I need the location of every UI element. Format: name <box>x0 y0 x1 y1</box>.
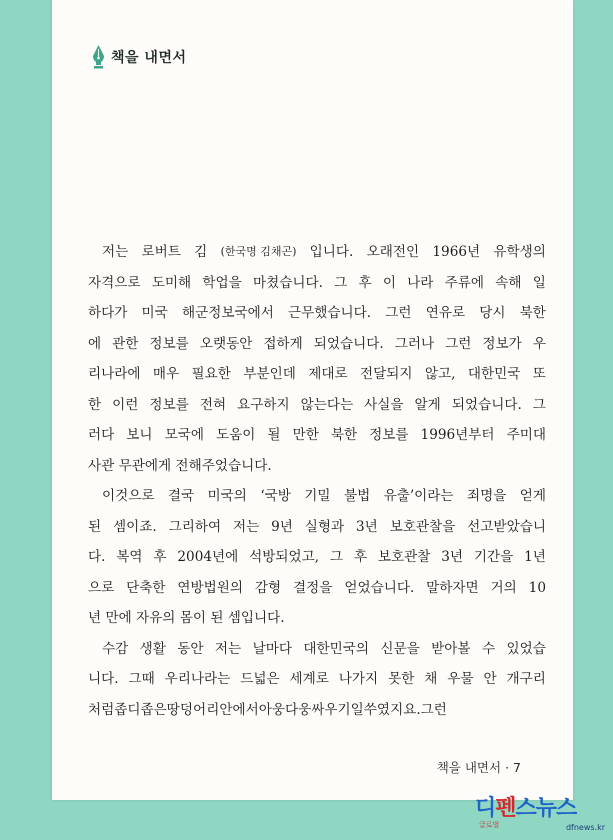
word: 있었습 <box>506 640 546 657</box>
word: 일 <box>532 274 546 291</box>
word: 정보를 <box>149 335 189 352</box>
word: 받아볼 <box>431 640 471 657</box>
word: 미국 <box>141 305 168 321</box>
word: 2004년에 <box>177 549 239 565</box>
word: 에 <box>88 335 102 352</box>
text-line <box>88 634 546 665</box>
page-footer <box>437 758 521 776</box>
word: 그 <box>532 396 546 413</box>
word: 세계로 <box>289 671 329 687</box>
word: 북한 <box>330 427 358 443</box>
word: 그런 <box>385 305 412 321</box>
word: 사관 무관에게 전해주었습니다. <box>88 457 272 474</box>
word: 못한 <box>388 671 415 687</box>
word: 당시 <box>479 305 506 321</box>
word: 1996년부터 <box>420 427 495 443</box>
word: 수 <box>481 640 496 657</box>
word: 로버트 <box>141 244 181 260</box>
word: 주류에 <box>444 274 485 291</box>
word: 기간을 <box>473 549 514 565</box>
section-header <box>92 45 187 69</box>
word: 니다. <box>88 671 119 687</box>
word: 제대로 <box>308 366 348 382</box>
word: 연유로 <box>425 305 466 321</box>
word: 죄명을 <box>466 488 507 504</box>
word: 생활 <box>139 640 166 657</box>
word: 날마다 <box>252 640 292 657</box>
word: 북한 <box>519 305 546 321</box>
footer-label: 책을 내면서 <box>436 760 502 775</box>
word: 3년 <box>441 549 464 565</box>
word: 오래전인 <box>366 244 420 260</box>
text-line <box>88 298 546 329</box>
word: 1년 <box>524 549 546 565</box>
word: 전달되지 <box>360 366 413 382</box>
word: 후 <box>353 549 368 565</box>
word: (한국명 김채곤) <box>220 245 297 258</box>
word: 보니 <box>126 427 153 443</box>
book-page <box>52 0 573 800</box>
word: 도움이 <box>215 427 256 443</box>
word: 유학생의 <box>493 244 546 260</box>
word: 그러나 <box>394 335 435 352</box>
word: 부분인데 <box>243 366 296 382</box>
word: 년 만에 자유의 몸이 된 셈입니다. <box>88 610 285 626</box>
word: 하다가 <box>88 305 128 321</box>
word: 또 <box>532 366 546 382</box>
word: 저는 <box>232 518 260 535</box>
word: 감형 <box>254 579 282 596</box>
word: 대한민국 <box>467 366 521 382</box>
word: 된 <box>88 518 102 535</box>
word: 요구하지 <box>237 396 290 413</box>
word: 관한 <box>112 335 139 352</box>
word: 으로 <box>88 579 115 596</box>
watermark-url: dfnews.kr <box>565 823 605 832</box>
word: 보호관찰을 <box>389 518 456 535</box>
word: 러다 <box>88 427 115 443</box>
page-number: 7 <box>513 760 521 775</box>
fountain-pen-nib-icon <box>92 45 105 69</box>
word: 않고, <box>424 366 456 382</box>
text-line <box>88 420 546 451</box>
word: 그런 <box>420 701 447 718</box>
word: 실형과 <box>304 518 345 535</box>
word: 전혀 <box>199 396 227 413</box>
word: 오랫동안 <box>199 335 253 352</box>
section-title: 책을 내면서 <box>111 50 187 66</box>
text-line <box>88 390 546 421</box>
text-line <box>88 664 546 695</box>
word: 이 <box>382 274 396 291</box>
text-line <box>88 268 546 299</box>
text-line <box>88 329 546 360</box>
word: 그 <box>329 549 344 565</box>
word: 다. <box>88 549 106 565</box>
watermark-logo <box>475 796 605 836</box>
word: 처럼 <box>88 701 115 718</box>
word: 안에서 <box>219 701 259 718</box>
word: 김 <box>194 244 208 260</box>
footer-separator: · <box>505 760 510 775</box>
word: 보호관찰 <box>377 549 431 565</box>
word: 10 <box>528 579 546 596</box>
word: 미국의 <box>207 488 247 504</box>
word: 그리하여 <box>168 518 222 535</box>
word: 결국 <box>167 488 195 504</box>
word: 않는다는 <box>300 396 354 413</box>
word: 사실을 <box>364 396 404 413</box>
word: 해군정보국에서 <box>181 305 274 321</box>
word: 입니다. <box>309 244 354 260</box>
word: 말하자면 <box>426 579 479 596</box>
word: 우리나라는 <box>164 671 231 687</box>
text-line <box>88 573 546 604</box>
word: 나라 <box>407 274 434 291</box>
word: 우 <box>532 335 546 352</box>
word: 될 <box>267 427 281 443</box>
word: 속해 <box>495 274 522 291</box>
word: 후 <box>153 549 167 565</box>
word: 일쑤였지요. <box>350 701 421 718</box>
word: 얻게 <box>519 488 546 504</box>
word: 불법 <box>343 488 371 504</box>
word: 근무했습니다. <box>288 305 372 321</box>
word: 리나라에 <box>88 366 141 382</box>
word: 연방법원의 <box>177 579 244 596</box>
word: 그때 <box>128 671 155 687</box>
text-line <box>88 237 546 268</box>
word: 저는 <box>214 640 242 657</box>
word: 선고받았습니 <box>467 518 546 535</box>
word: 땅덩어리 <box>166 701 220 718</box>
word: 정보를 <box>149 396 189 413</box>
word: 되었습니다. <box>313 335 384 352</box>
word: 접하게 <box>263 335 303 352</box>
watermark-title: 디펜스뉴스 <box>475 796 577 821</box>
word: 아웅다웅 <box>258 701 312 718</box>
word: 알게 <box>414 396 441 413</box>
word: 기밀 <box>304 488 331 504</box>
word: 후 <box>358 274 372 291</box>
word: 거의 <box>490 579 517 596</box>
word: 개구리 <box>506 671 546 687</box>
text-line <box>88 451 546 482</box>
body-text <box>88 237 546 725</box>
word: 그 <box>334 274 348 291</box>
word: 매우 <box>152 366 180 382</box>
word: 수감 <box>102 640 129 657</box>
text-line <box>88 481 546 512</box>
word: 한 <box>88 396 102 413</box>
text-line <box>88 695 546 726</box>
word: 나가지 <box>338 671 379 687</box>
word: 저는 <box>102 244 129 260</box>
word: 되었습니다. <box>451 396 522 413</box>
word: 유출’이라는 <box>383 488 454 504</box>
word: 단축한 <box>126 579 166 596</box>
word: 만한 <box>292 427 319 443</box>
word: 이것으로 <box>102 488 155 504</box>
word: 그런 <box>445 335 472 352</box>
word: 이런 <box>112 396 139 413</box>
word: 자격으로 <box>88 274 141 291</box>
word: 석방되었고, <box>249 549 320 565</box>
word: 정보를 <box>369 427 409 443</box>
text-line <box>88 603 546 634</box>
word: 싸우기 <box>311 701 351 718</box>
word: 정보가 <box>482 335 522 352</box>
word: 주미대 <box>506 427 546 443</box>
word: 마쳤습니다. <box>252 274 323 291</box>
watermark-sub: 글로벌 <box>479 821 500 829</box>
word: 학업을 <box>202 274 242 291</box>
word: 얻었습니다. <box>344 579 415 596</box>
word: 3년 <box>356 518 378 535</box>
word: 1966년 <box>432 244 481 260</box>
word: ‘국방 <box>260 488 291 504</box>
text-line <box>88 512 546 543</box>
text-line <box>88 542 546 573</box>
word: 좁디좁은 <box>114 701 167 718</box>
word: 우물 <box>447 671 474 687</box>
word: 도미해 <box>151 274 192 291</box>
word: 9년 <box>271 518 293 535</box>
word: 모국에 <box>164 427 204 443</box>
word: 신문을 <box>380 640 420 657</box>
word: 드넓은 <box>240 671 280 687</box>
word: 셈이죠. <box>113 518 157 535</box>
text-line <box>88 359 546 390</box>
word: 복역 <box>116 549 143 565</box>
word: 채 <box>424 671 438 687</box>
word: 필요한 <box>191 366 231 382</box>
word: 대한민국의 <box>303 640 370 657</box>
word: 동안 <box>177 640 204 657</box>
word: 안 <box>483 671 497 687</box>
word: 결정을 <box>293 579 333 596</box>
